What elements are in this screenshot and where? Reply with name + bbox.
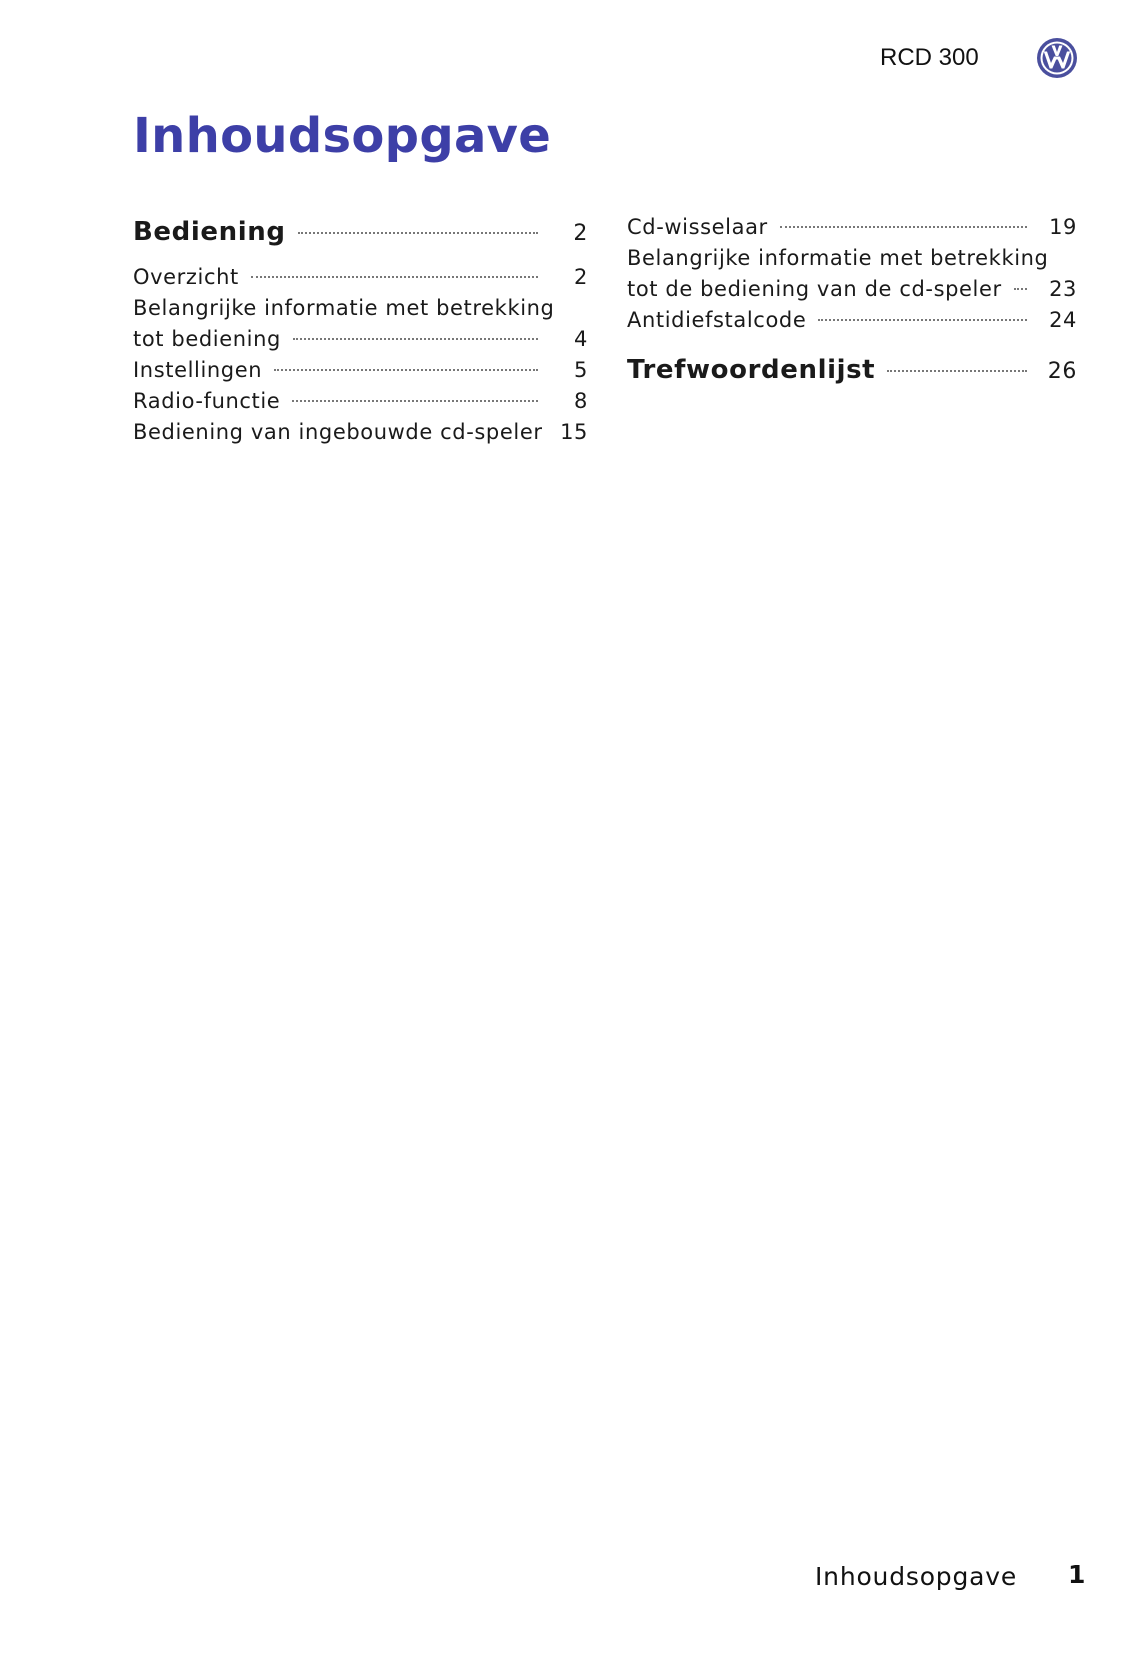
header-model: RCD 300 [880, 44, 979, 71]
leader-dots [298, 232, 538, 234]
footer-page-number: 1 [1068, 1560, 1086, 1589]
toc-entry-multiline[interactable] [133, 293, 588, 355]
toc-entry-label: tot de bediening van de cd-speler [627, 277, 1002, 301]
toc-page-number: 8 [574, 389, 588, 413]
leader-dots [887, 370, 1027, 372]
leader-dots [293, 338, 538, 340]
toc-page-number: 23 [1049, 277, 1077, 301]
toc-entry[interactable] [133, 417, 588, 448]
page-title: Inhoudsopgave [133, 108, 552, 164]
toc-entry[interactable] [627, 212, 1077, 243]
toc-entry-label: Cd-wisselaar [627, 215, 768, 239]
toc-entry-multiline[interactable] [627, 243, 1077, 305]
toc-entry-label: Instellingen [133, 358, 263, 382]
leader-dots [780, 226, 1027, 228]
toc-section-label: Bediening [133, 217, 286, 247]
toc-section-label: Trefwoordenlijst [627, 355, 876, 385]
toc-entry[interactable] [133, 386, 588, 417]
toc-entry-label: Bediening van ingebouwde cd-speler [133, 420, 543, 444]
toc-entry[interactable] [133, 262, 588, 293]
toc-entry[interactable] [627, 305, 1077, 336]
toc-entry [627, 274, 1077, 305]
toc-entry-label: Antidiefstalcode [627, 308, 807, 332]
toc-section[interactable] [133, 212, 588, 254]
toc-entry-label-line1: Belangrijke informatie met betrekking [133, 296, 555, 320]
toc-page-number: 15 [560, 420, 588, 444]
leader-dots [818, 319, 1027, 321]
toc-page-number: 24 [1049, 308, 1077, 332]
toc-page-number: 2 [573, 221, 588, 246]
toc-page-number: 4 [574, 327, 588, 351]
leader-dots [1014, 288, 1027, 290]
toc-entry-label-line1: Belangrijke informatie met betrekking [627, 246, 1049, 270]
toc-page-number: 5 [574, 358, 588, 382]
toc-entry-label: Radio-functie [133, 389, 281, 413]
leader-dots [292, 400, 538, 402]
toc-entry-label: Overzicht [133, 265, 239, 289]
toc-page-number: 26 [1047, 359, 1077, 384]
toc-entry [133, 324, 588, 355]
leader-dots [251, 276, 538, 278]
leader-dots [274, 369, 538, 371]
vw-logo-icon [1036, 37, 1078, 79]
toc-page-number: 19 [1049, 215, 1077, 239]
toc-left-column [133, 212, 588, 448]
toc-page-number: 2 [574, 265, 588, 289]
toc-entry[interactable] [133, 355, 588, 386]
footer-title: Inhoudsopgave [815, 1562, 1018, 1591]
toc-right-column [627, 212, 1077, 392]
toc-section[interactable] [627, 350, 1077, 392]
toc-entry-label: tot bediening [133, 327, 281, 351]
